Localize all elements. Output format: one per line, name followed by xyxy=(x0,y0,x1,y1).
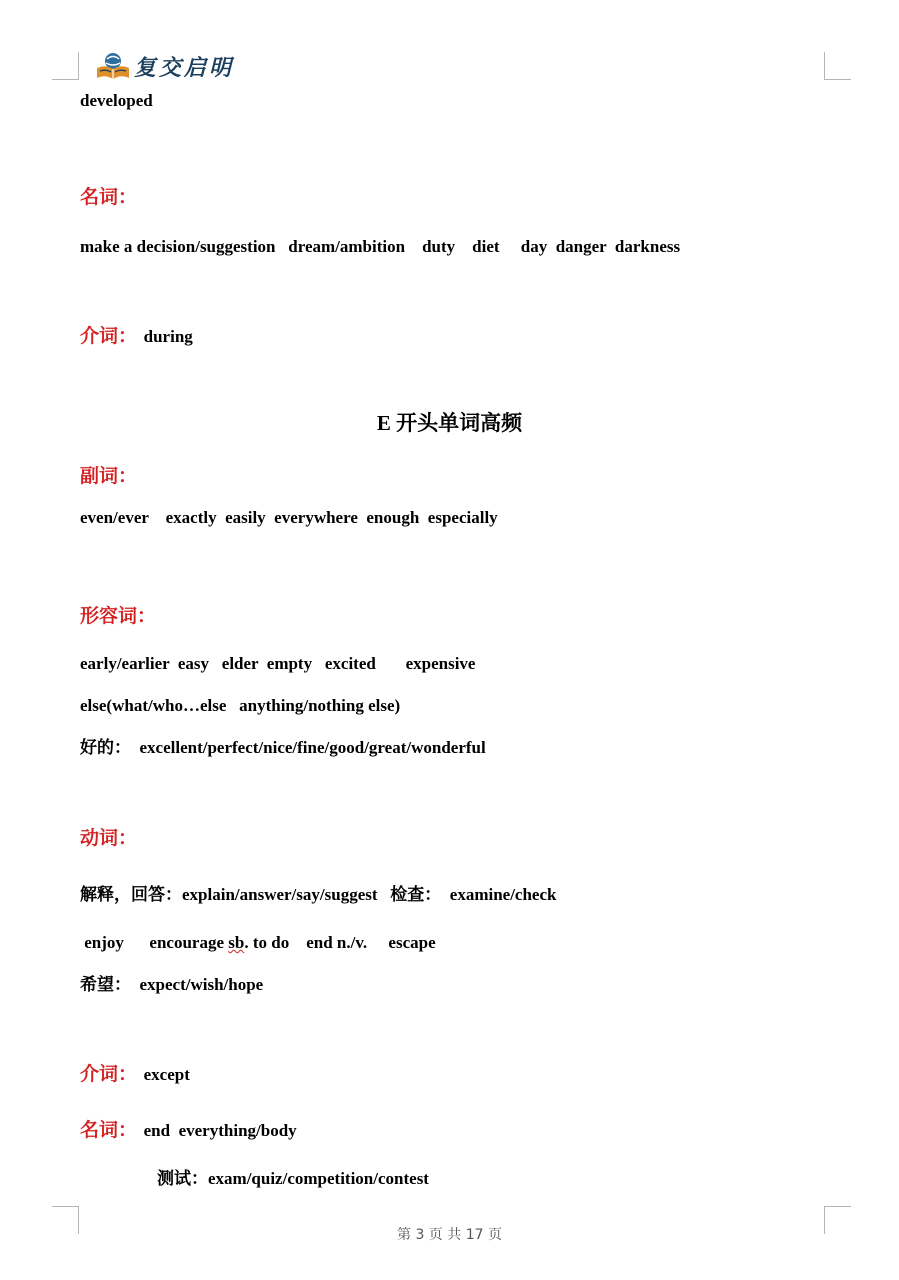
header-logo xyxy=(94,50,234,82)
heading-adjective: 形容词： xyxy=(80,605,157,627)
heading-noun-2-label: 名词： xyxy=(80,1119,138,1141)
words-hope: expect/wish/hope xyxy=(131,975,264,994)
words-good: excellent/perfect/nice/fine/good/great/wonderful xyxy=(131,738,486,757)
text-line-test xyxy=(157,1168,429,1190)
text-line-else: else(what/who…else anything/nothing else) xyxy=(80,696,401,715)
text-line-good xyxy=(80,737,486,759)
heading-noun-2 xyxy=(80,1118,297,1143)
label-hope: 希望： xyxy=(80,975,131,995)
logo-text: 复交启明 xyxy=(134,54,235,81)
book-globe-icon xyxy=(94,50,132,82)
words-end-everything: end everything/body xyxy=(143,1121,297,1140)
heading-verb: 动词： xyxy=(80,827,138,849)
word-during: during xyxy=(143,327,193,346)
word-except: except xyxy=(143,1065,190,1084)
label-good: 好的： xyxy=(80,738,131,758)
heading-adverb: 副词： xyxy=(80,465,138,487)
section-title: E 开头单词高频 xyxy=(376,411,523,435)
text-line-adjectives: early/earlier easy elder empty excited expensive xyxy=(80,654,476,673)
text-line-developed: developed xyxy=(80,91,153,110)
label-explain: 解释，回答： xyxy=(80,885,182,905)
label-check: 检查： xyxy=(390,885,442,905)
heading-noun: 名词： xyxy=(80,186,138,208)
heading-preposition-2-label: 介词： xyxy=(80,1063,138,1085)
words-test: exam/quiz/competition/contest xyxy=(208,1169,429,1188)
heading-preposition-label: 介词： xyxy=(80,325,138,347)
words-enjoy: enjoy encourage xyxy=(80,933,229,952)
words-explain: explain/answer/say/suggest xyxy=(182,885,391,904)
text-line-adverbs: even/ever exactly easily everywhere enough especially xyxy=(80,508,498,527)
text-line-nouns: make a decision/suggestion dream/ambition duty diet day danger darkness xyxy=(80,237,681,256)
corner-mark-top-left xyxy=(52,52,79,80)
text-line-enjoy xyxy=(80,932,436,954)
corner-mark-top-right xyxy=(824,52,851,80)
page-number: 第 3 页 共 17 页 xyxy=(397,1227,502,1243)
label-test: 测试： xyxy=(157,1169,208,1189)
words-end: . to do end n./v. escape xyxy=(244,933,436,952)
text-line-hope xyxy=(80,974,263,996)
heading-preposition xyxy=(80,324,193,349)
spellcheck-sb: sb xyxy=(228,933,245,952)
words-check: examine/check xyxy=(441,885,557,904)
heading-preposition-2 xyxy=(80,1062,190,1087)
text-line-explain xyxy=(80,884,556,906)
